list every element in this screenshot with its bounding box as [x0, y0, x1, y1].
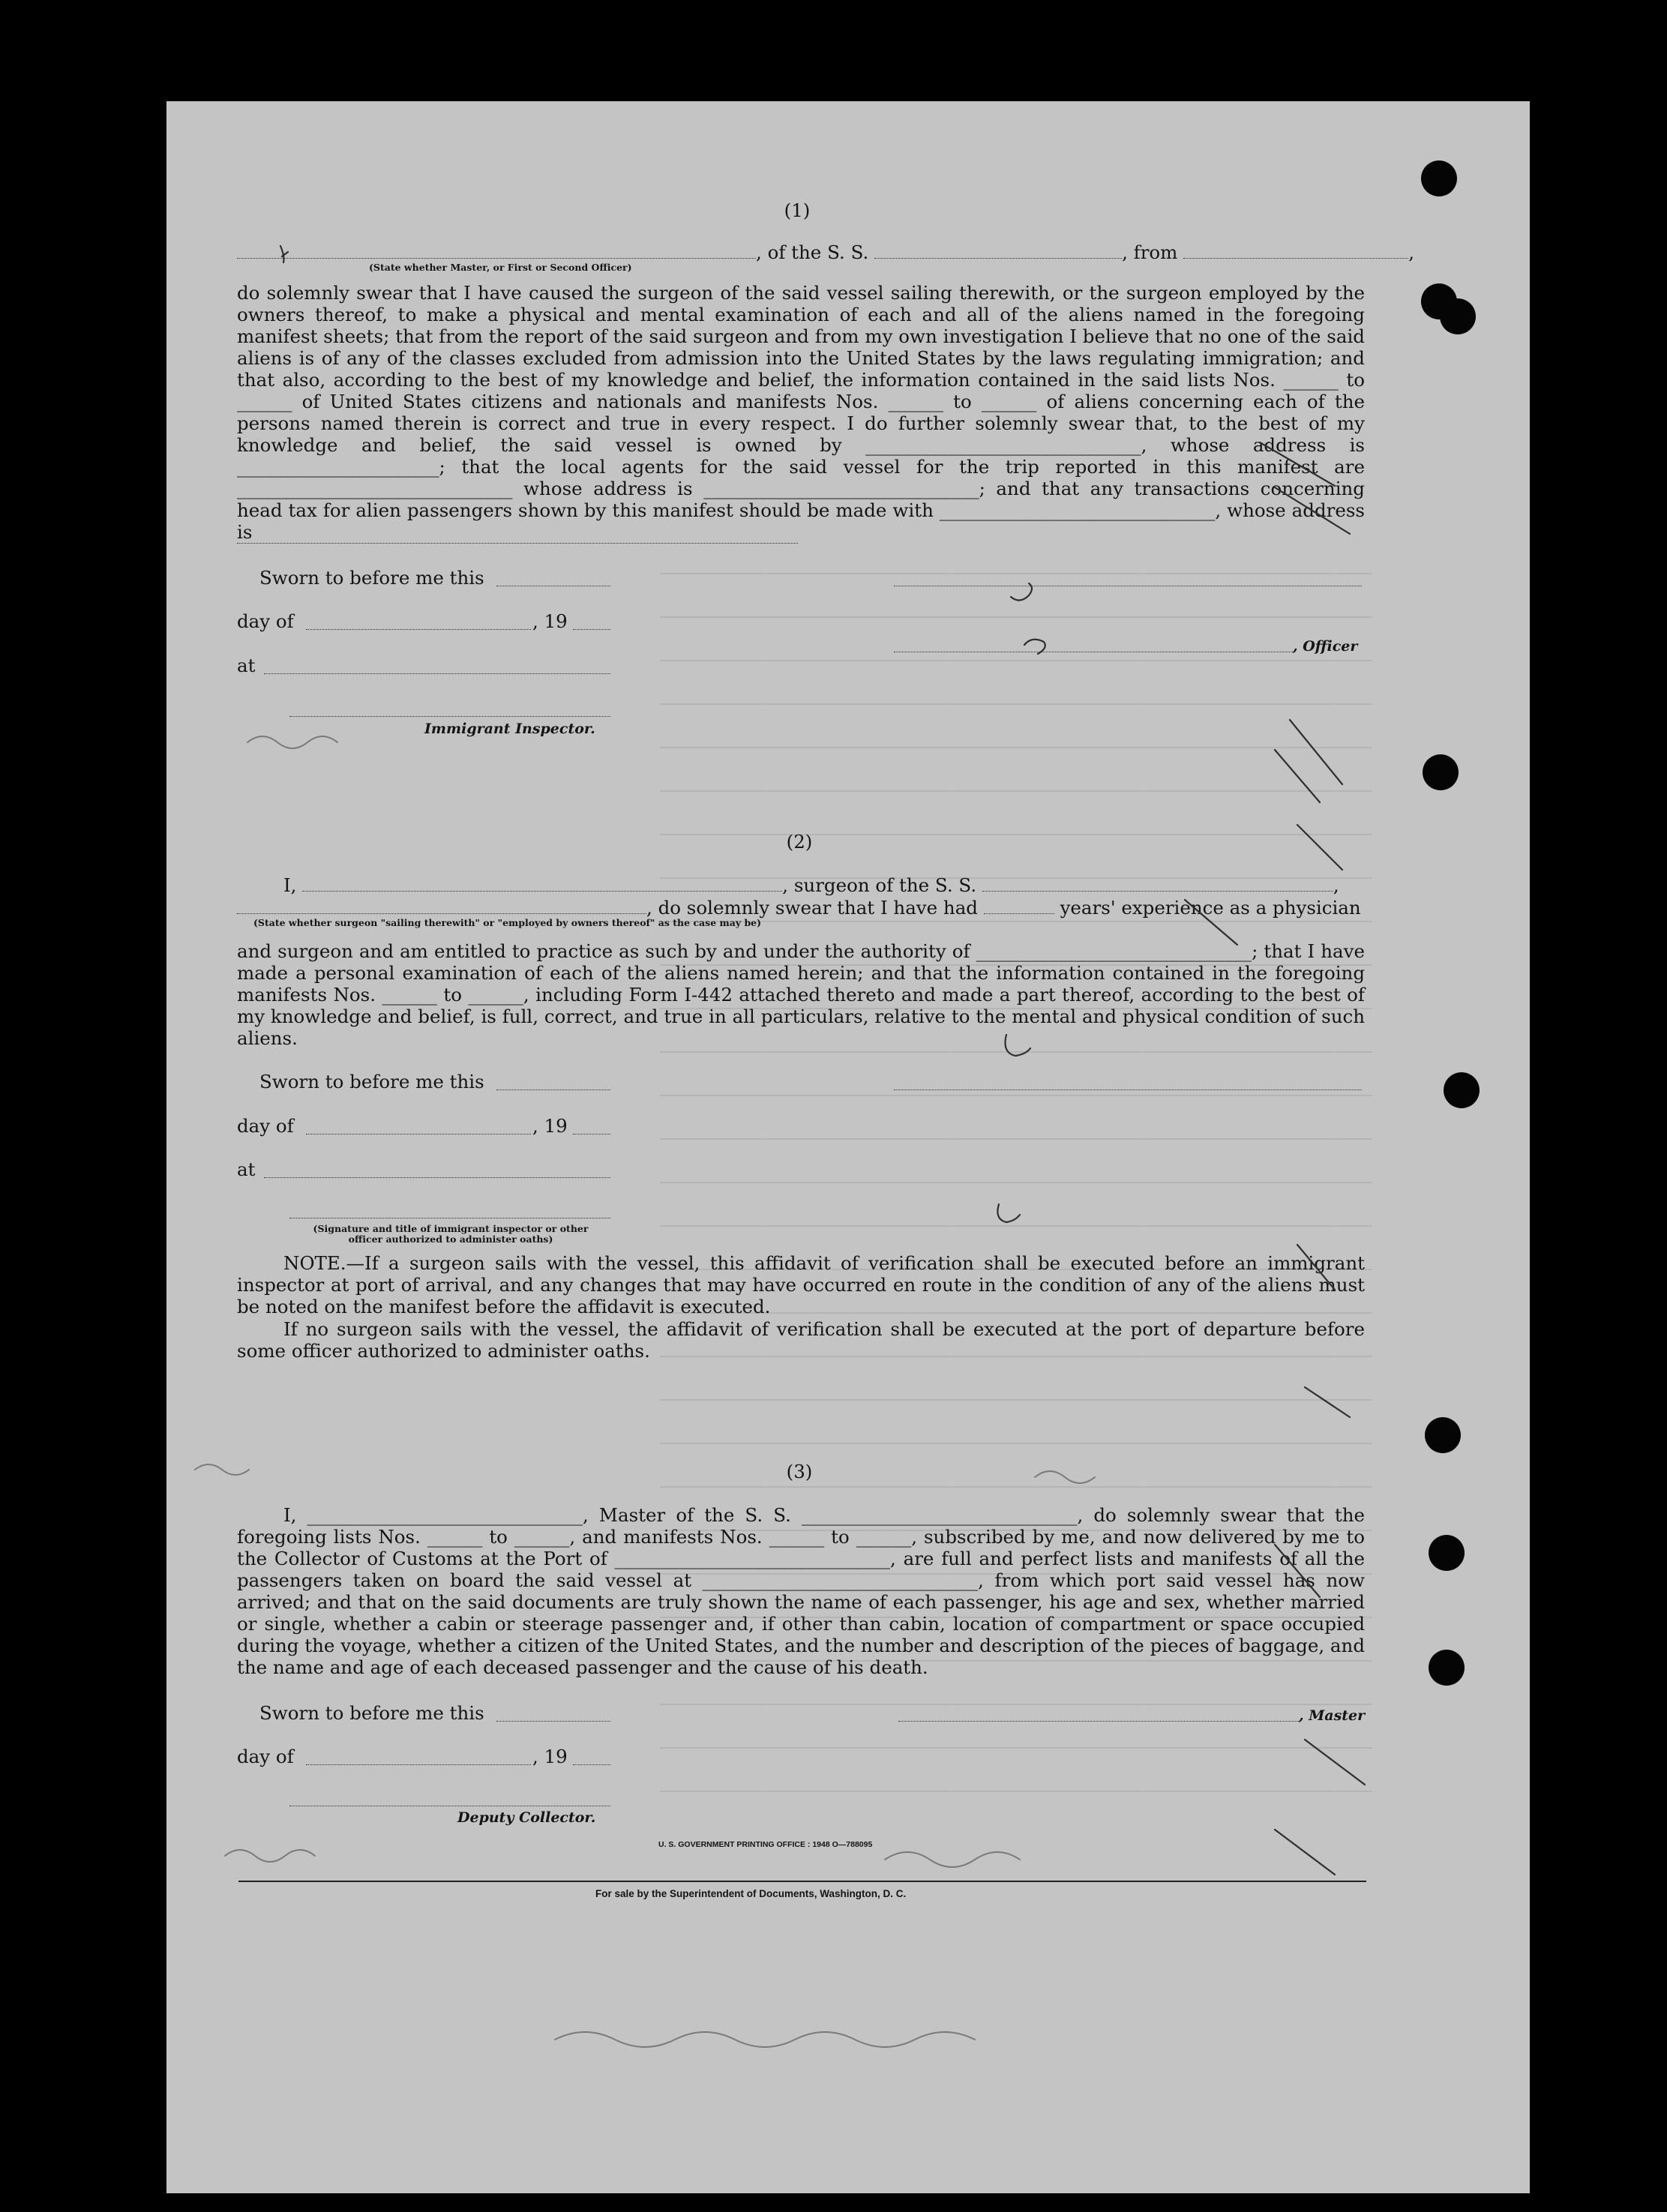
s3-master-label: , Master — [1299, 1707, 1366, 1724]
s1-at-label: at — [237, 655, 256, 676]
punch-hole — [1440, 298, 1476, 334]
punch-hole — [1423, 754, 1459, 790]
s2-paragraph: and surgeon and am entitled to practice as such by and under the authority of ______________________________; that I have made a personal examination of each of the aliens named herein; and that the information contained in the foregoing manifests Nos. ______ to ______, including Form I-442 attached thereto and made a part thereof, according to the best of my knowledge and belief, is full, correct, and true in all particulars, relative to the mental and physical condition of such aliens. — [237, 940, 1365, 1049]
s2-i: I, — [283, 874, 297, 896]
punch-hole — [1425, 1417, 1461, 1453]
s1-day-label: day of — [237, 610, 294, 632]
s1-inspector-label: Immigrant Inspector. — [424, 721, 595, 737]
s2-year-label: , 19 — [532, 1115, 568, 1137]
s1-from: , from — [1122, 241, 1178, 263]
s3-year-blank[interactable] — [573, 1764, 610, 1765]
s2-at-blank[interactable] — [264, 1177, 610, 1178]
officer-rank-blank[interactable] — [237, 243, 756, 259]
s1-extra-blank[interactable] — [237, 543, 798, 544]
s2-second-line — [237, 897, 1361, 919]
years-blank[interactable] — [984, 898, 1054, 914]
surgeon-status-blank[interactable] — [237, 898, 646, 914]
s2-years: years' experience as a physician — [1060, 897, 1361, 919]
surgeon-name-blank[interactable] — [302, 876, 782, 892]
punch-hole — [1429, 1650, 1465, 1686]
s1-year-blank[interactable] — [573, 629, 610, 630]
s2-day-label: day of — [237, 1115, 294, 1137]
s1-caption: (State whether Master, or First or Second Officer) — [369, 262, 632, 273]
s3-sworn-label: Sworn to before me this — [259, 1702, 484, 1724]
s3-master-blank[interactable] — [898, 1721, 1299, 1722]
printing-office-line: U. S. GOVERNMENT PRINTING OFFICE : 1948 O—788095 — [658, 1840, 873, 1849]
s2-vessel-blank[interactable] — [982, 876, 1333, 892]
s3-collector-label: Deputy Collector. — [457, 1809, 596, 1826]
s2-sworn-label: Sworn to before me this — [259, 1071, 484, 1093]
section-2-heading: (2) — [786, 831, 813, 853]
section-1-heading: (1) — [784, 199, 811, 221]
vessel-name-blank[interactable] — [874, 243, 1122, 259]
s1-day-blank[interactable] — [306, 629, 531, 630]
section-3-heading: (3) — [786, 1461, 813, 1482]
footer-rule — [238, 1881, 1366, 1882]
s2-note: NOTE.—If a surgeon sails with the vessel, this affidavit of verification shall be executed before an immigrant inspector at port of arrival, and any changes that may have occurred en route in the condition of any of the aliens must be noted on the manifest before the affidavit is executed. — [237, 1252, 1365, 1317]
s1-paragraph: do solemnly swear that I have caused the surgeon of the said vessel sailing therewith, or the surgeon employed by the owners thereof, to make a physical and mental examination of each and all of the aliens named in the foregoing manifest sheets; that from the report of the said surgeon and from my own investigation I believe that no one of the said aliens is of any of the classes excluded from admission into the United States by the laws regulating immigration; and that also, according to the best of my knowledge and belief, the information contained in the said lists Nos. ______ to ______ of United States citizens and nationals and manifests Nos. ______ to ______ of aliens concerning each of the persons named therein is correct and true in every respect. I do further solemnly swear that, to the best of my knowledge and belief, the said vessel is owned by ______________________________, whose address is ______________________; that the local agents for the said vessel for the trip reported in this manifest are ______________________________ whose address is ______________________________; and that any transactions concerning head tax for alien passengers shown by this manifest should be made with ______________________________, whose address is — [237, 282, 1365, 543]
s2-surgeon-of: , surgeon of the S. S. — [782, 874, 977, 896]
s1-year-label: , 19 — [532, 610, 568, 632]
s3-paragraph: I, ______________________________, Master of the S. S. ______________________________, do solemnly swear that the foregoing lists Nos. ______ to ______, and manifests Nos. ______ to ______, subscribed by me, and now delivered by me to the Collector of Customs at the Port of ______________________________, are full and perfect lists and manifests of all the passengers taken on board the said vessel at ______________________________, from which port said vessel has now arrived; and that on the said documents are truly shown the name of each passenger, his age and sex, whether married or single, whether a cabin or steerage passenger and, if other than cabin, location of compartment or space occupied during the voyage, whether a citizen of the United States, and the number and description of the pieces of baggage, and the name and age of each deceased passenger and the cause of his death. — [237, 1504, 1365, 1678]
s1-sworn-label: Sworn to before me this — [259, 567, 484, 589]
s1-of-ss: , of the S. S. — [756, 241, 869, 263]
punch-hole — [1421, 160, 1457, 196]
s3-sworn-blank[interactable] — [496, 1721, 610, 1722]
s3-year-label: , 19 — [532, 1746, 568, 1767]
s3-day-blank[interactable] — [306, 1764, 531, 1765]
punch-hole — [1429, 1535, 1465, 1571]
s1-officer-label: , Officer — [1293, 638, 1358, 655]
s3-day-label: day of — [237, 1746, 294, 1767]
s2-swear: , do solemnly swear that I have had — [646, 897, 978, 919]
punch-hole — [1444, 1072, 1480, 1108]
s1-first-line: , of the S. S. , from , — [237, 241, 1414, 263]
s1-at-blank[interactable] — [264, 673, 610, 674]
s2-at-label: at — [237, 1158, 256, 1180]
s1-inspector-blank[interactable] — [289, 716, 610, 717]
s2-note-2: If no surgeon sails with the vessel, the affidavit of verification shall be executed at the port of departure before some officer authorized to administer oaths. — [237, 1318, 1365, 1362]
s2-first-line: I, , surgeon of the S. S. , — [283, 874, 1339, 896]
port-from-blank[interactable] — [1183, 243, 1408, 259]
sale-notice: For sale by the Superintendent of Documents, Washington, D. C. — [595, 1888, 907, 1899]
s2-caption: (State whether surgeon "sailing therewith" or "employed by owners thereof" as the case may be) — [253, 917, 762, 928]
s2-sig-caption: (Signature and title of immigrant inspector or other officer authorized to administer oaths) — [313, 1223, 589, 1245]
